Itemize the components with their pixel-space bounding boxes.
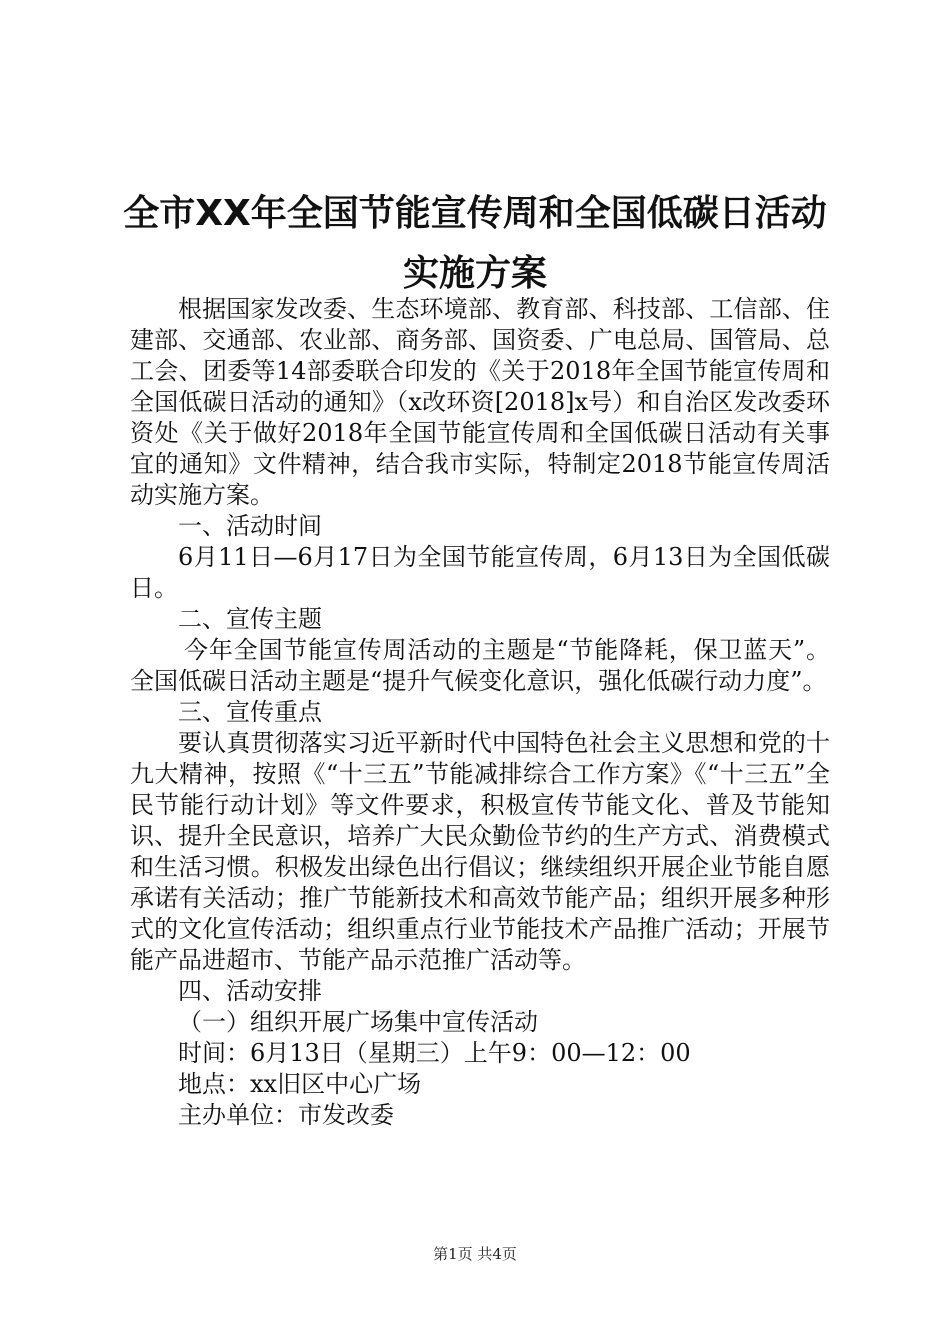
event-time-line: 时间：6月13日（星期三）上午9：00—12：00 — [178, 1039, 691, 1067]
theme-paragraph: 今年全国节能宣传周活动的主题是“节能降耗，保卫蓝天”。全国低碳日活动主题是“提升气候变化意识，强化低碳行动力度”。 — [130, 636, 830, 695]
section-heading-focus: 三、宣传重点 — [178, 698, 322, 726]
event-organizer-line: 主办单位：市发改委 — [178, 1101, 394, 1129]
document-title-line-1: 全市XX年全国节能宣传周和全国低碳日活动 — [123, 193, 827, 234]
document-body — [130, 294, 830, 1131]
section-heading-theme: 二、宣传主题 — [178, 605, 322, 633]
intro-paragraph: 根据国家发改委、生态环境部、教育部、科技部、工信部、住建部、交通部、农业部、商务部、国资委、广电总局、国管局、总工会、团委等14部委联合印发的《关于2018年全国节能宣传周和全国低碳日活动的通知》（x改环资[2018]x号）和自治区发改委环资处《关于做好2018年全国节能宣传周和全国低碳日活动有关事宜的通知》文件精神，结合我市实际，特制定2018节能宣传周活动实施方案。 — [130, 295, 830, 509]
page-footer: 第1页 共4页 — [433, 1245, 517, 1263]
subsection-heading-square-event: （一）组织开展广场集中宣传活动 — [178, 1008, 538, 1036]
activity-time-paragraph: 6月11日—6月17日为全国节能宣传周，6月13日为全国低碳日。 — [130, 543, 830, 602]
focus-paragraph: 要认真贯彻落实习近平新时代中国特色社会主义思想和党的十九大精神，按照《“十三五”节能减排综合工作方案》《“十三五”全民节能行动计划》等文件要求，积极宣传节能文化、普及节能知识、提升全民意识，培养广大民众勤俭节约的生产方式、消费模式和生活习惯。积极发出绿色出行倡议；继续组织开展企业节能自愿承诺有关活动；推广节能新技术和高效节能产品；组织开展多种形式的文化宣传活动；组织重点行业节能技术产品推广活动；开展节能产品进超市、节能产品示范推广活动等。 — [130, 729, 830, 974]
section-heading-activity-time: 一、活动时间 — [178, 512, 322, 540]
event-location-line: 地点：xx旧区中心广场 — [178, 1070, 422, 1098]
section-heading-arrangement: 四、活动安排 — [178, 977, 322, 1005]
document-title-line-2: 实施方案 — [402, 253, 547, 294]
